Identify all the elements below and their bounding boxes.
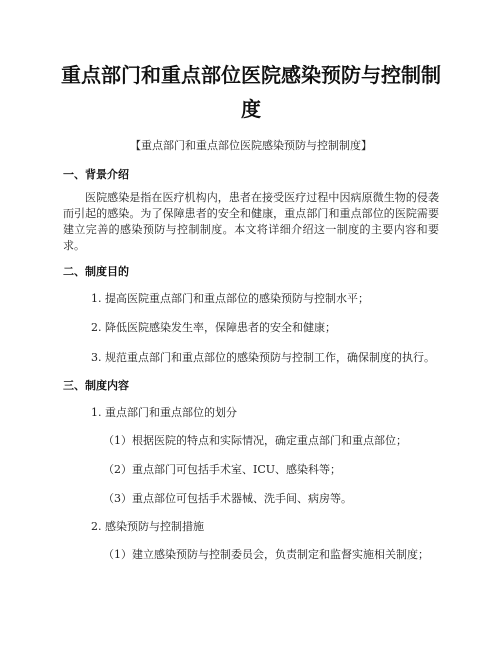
content-subitem: （3）重点部位可包括手术器械、洗手间、病房等。	[103, 492, 352, 505]
content-item-measures: 2. 感染预防与控制措施	[91, 520, 204, 533]
section-heading-background: 一、背景介绍	[63, 168, 129, 181]
doc-title-line-2: 度	[241, 97, 261, 121]
purpose-item: 3. 规范重点部门和重点部位的感染预防与控制工作，确保制度的执行。	[91, 351, 435, 364]
section-heading-purpose: 二、制度目的	[63, 265, 129, 278]
purpose-item: 2. 降低医院感染发生率，保障患者的安全和健康；	[91, 321, 336, 334]
content-subitem: （2）重点部门可包括手术室、ICU、感染科等；	[103, 463, 342, 476]
content-subitem: （1）根据医院的特点和实际情况，确定重点部门和重点部位；	[103, 434, 407, 447]
purpose-item: 1. 提高医院重点部门和重点部位的感染预防与控制水平；	[91, 292, 369, 305]
section-heading-content: 三、制度内容	[63, 379, 129, 392]
doc-subtitle: 【重点部门和重点部位医院感染预防与控制制度】	[130, 139, 372, 152]
background-paragraph: 医院感染是指在医疗机构内，患者在接受医疗过程中因病原微生物的侵袭而引起的感染。为了保障患者的安全和健康，重点部门和重点部位的医院需要建立完善的感染预防与控制制度。本文将详细介绍这一制度的主要内容和要求。	[63, 191, 439, 252]
doc-title-line-1: 重点部门和重点部位医院感染预防与控制制	[61, 63, 441, 87]
content-subitem: （1）建立感染预防与控制委员会，负责制定和监督实施相关制度；	[103, 548, 429, 561]
content-item-division: 1. 重点部门和重点部位的划分	[91, 406, 237, 419]
